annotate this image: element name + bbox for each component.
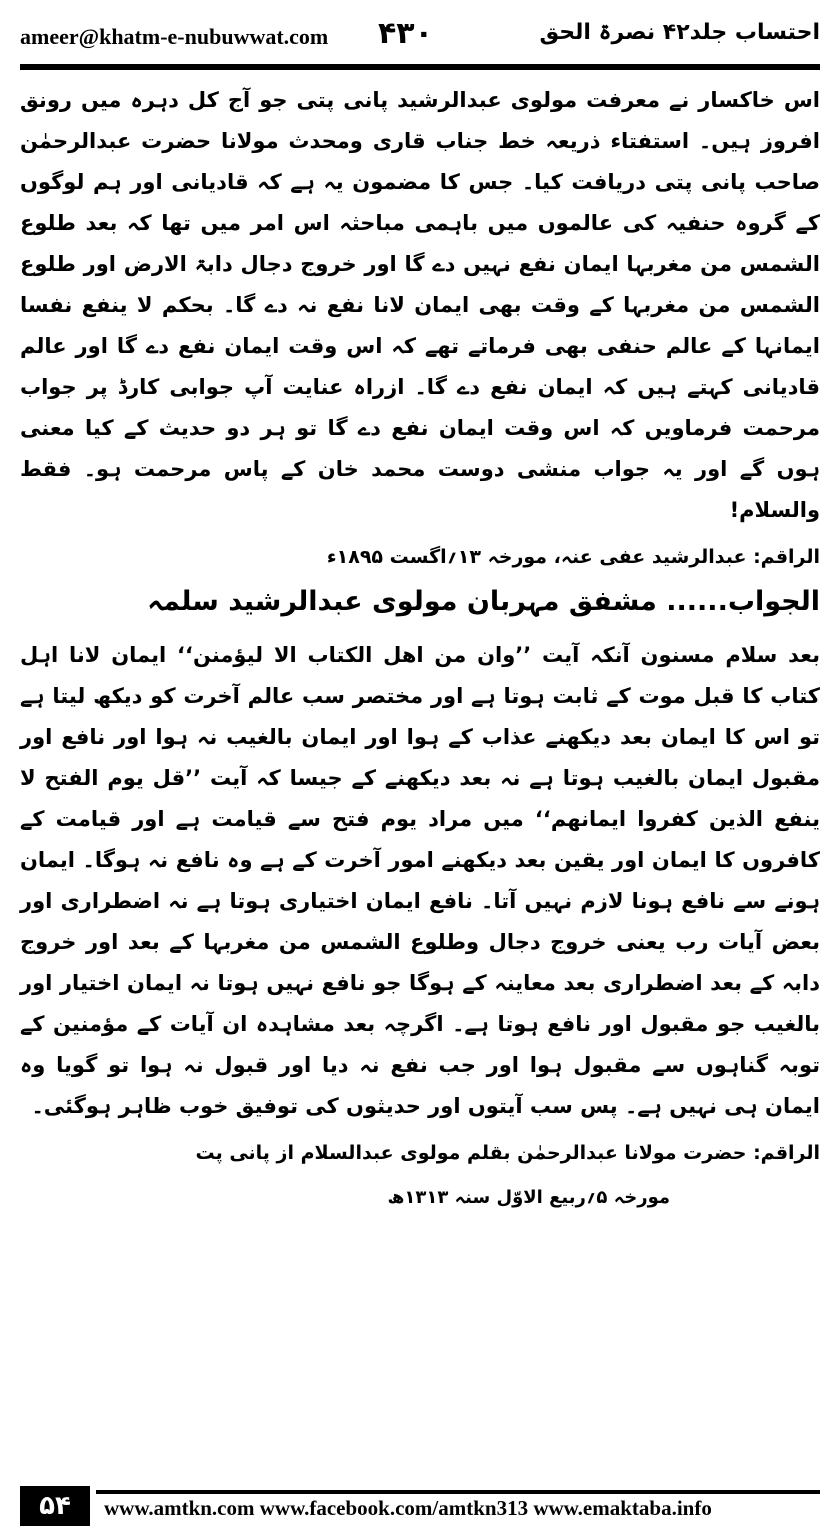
page-body [20,80,820,1213]
footer-links: www.amtkn.com www.facebook.com/amtkn313 www.emaktaba.info [104,1496,712,1520]
footer-divider [96,1490,820,1494]
question-signature: الراقم: عبدالرشید عفی عنہ، مورخہ ۱۳؍اگست ۱۸۹۵ء [326,546,820,568]
header-email: ameer@khatm-e-nubuwwat.com [20,24,329,49]
page-header [20,14,820,60]
answer-signature: الراقم: حضرت مولانا عبدالرحمٰن بقلم مولوی عبدالسلام از پانی پت [195,1142,820,1164]
answer-paragraph: بعد سلام مسنون آنکہ آیت ’’وان من اھل الکتاب الا لیؤمنن‘‘ ایمان لانا اہل کتاب کا قبل موت کے ثابت ہوتا ہے اور مختصر سب عالم آخرت کو دیکھ لیتا ہے تو اس کا ایمان بعد دیکھنے عذاب کے ہوا اور ایمان بالغیب نہ ہوا اور نافع اور مقبول ایمان بالغیب ہوتا ہے نہ بعد دیکھنے کے جیسا کہ آیت ’’قل یوم الفتح لا ینفع الذین کفروا ایمانھم‘‘ میں مراد یوم فتح سے قیامت ہے اور قیامت کے کافروں کا ایمان اور یقین بعد دیکھنے امور آخرت کے ہے وہ نافع نہ ہوگا۔ ایمان ہونے سے نافع ہونا لازم نہیں آتا۔ نافع ایمان اختیاری ہوتا ہے نہ اضطراری اور بعض آیات رب یعنی خروج دجال وطلوع الشمس من مغربہا کے بعد اور خروج دابہ کے بعد اضطراری بعد معاینہ کے ہوگا جو نافع نہیں ہوتا نہ ایمان اختیار اور بالغیب جو مقبول اور نافع ہوتا ہے۔ اگرچہ بعد مشاہدہ ان آیات کے مؤمنین کے توبہ گناہوں سے مقبول ہوا اور جب نفع نہ دیا اور قبول نہ ہوا تو گویا وہ ایمان ہی نہیں ہے۔ پس سب آیتوں اور حدیثوں کی توفیق خوب ظاہر ہوگئی۔ [20,643,820,1118]
question-paragraph: اس خاکسار نے معرفت مولوی عبدالرشید پانی پتی جو آج کل دہرہ میں رونق افروز ہیں۔ استفتاء ذریعہ خط جناب قاری ومحدث مولانا حضرت عبدالرحمٰن صاحب پانی پتی دریافت کیا۔ جس کا مضمون یہ ہے کہ قادیانی اور ہم لوگوں کے گروہ حنفیہ کی عالموں میں باہمی مباحثہ اس امر میں تھا کہ بعد طلوع الشمس من مغربہا ایمان نفع نہیں دے گا اور خروج دجال دابۃ الارض اور طلوع الشمس من مغربہا کے وقت بھی ایمان لانا نفع نہ دے گا۔ بحکم لا ینفع نفسا ایمانہا کے عالم حنفی بھی فرماتے تھے کہ اس وقت ایمان نفع دے گا اور عالم قادیانی کہتے ہیں کہ ایمان نفع دے گا۔ ازراہ عنایت آپ جوابی کارڈ پر جواب مرحمت فرماویں کہ اس وقت ایمان نفع دے گا تو ہر دو حدیث کے کیا معنی ہوں گے اور یہ جواب منشی دوست محمد خان کے پاس مرحمت ہو۔ فقط والسلام! [20,88,820,522]
header-title: احتساب جلد۴۲ نصرۃ الحق [539,20,820,45]
answer-date: مورخہ ۵؍ربیع الاوّل سنہ ۱۳۱۳ھ [387,1187,670,1208]
footer-page-number: ۵۴ [20,1486,90,1526]
answer-heading: الجواب...... مشفق مہربان مولوی عبدالرشید سلمہ [147,586,820,617]
header-page-number: ۴۳۰ [378,16,433,51]
header-divider [20,64,820,70]
page-footer [20,1486,820,1526]
